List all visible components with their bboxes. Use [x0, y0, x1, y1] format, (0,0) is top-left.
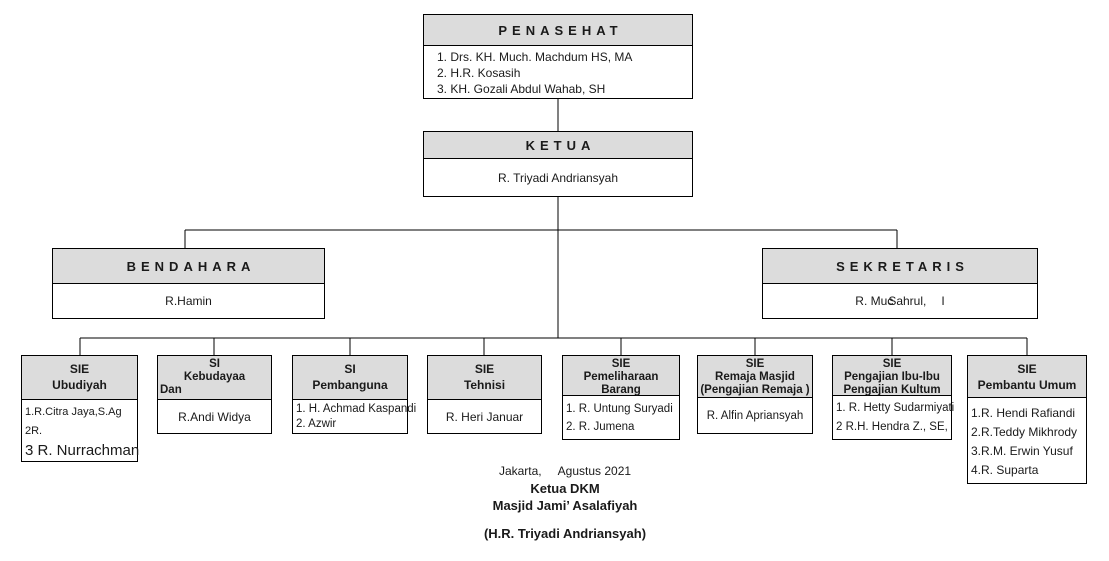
si-kebudayaan-name: R.Andi Widya [178, 409, 251, 424]
si-pembangunan-box [292, 355, 417, 434]
sie-pembantu-umum-box [967, 355, 1087, 484]
sekretaris-title: SEKRETARIS [763, 249, 1037, 284]
sie-ubudiyah-title-line1: SIE [69, 362, 90, 376]
sie-pengajian-title-line2: Pengajian Ibu-Ibu [844, 371, 940, 383]
sie-tehnisi-title-line1: SIE [474, 362, 495, 376]
sie-pengajian-title [833, 356, 951, 396]
sie-pemeliharaan-members [563, 396, 679, 439]
si-pembangunan-title [293, 356, 407, 400]
sie-remaja-title-line2: Remaja Masjid [715, 371, 795, 383]
si-kebudayaan-title-line1: SI [209, 358, 220, 370]
penasehat-title: PENASEHAT [424, 15, 692, 46]
bendahara-name: R.Hamin [165, 294, 212, 308]
sie-pembantu-member-1: 1.R. Hendi Rafiandi [971, 406, 1076, 420]
sie-pengajian-title-line1: SIE [882, 358, 902, 370]
sie-pembantu-member-4: 4.R. Suparta [971, 463, 1039, 477]
sie-pemeliharaan-title-line1: SIE [611, 358, 631, 370]
sie-remaja-masjid-title [698, 356, 812, 398]
sie-pemeliharaan-member-1: 1. R. Untung Suryadi [566, 403, 673, 415]
si-pembangunan-member-1: 1. H. Achmad Kaspandi [296, 403, 417, 415]
si-pembangunan-title-line2: Pembanguna [312, 378, 388, 392]
si-pembangunan-members [293, 400, 417, 433]
sie-pemeliharaan-barang-box [562, 355, 680, 440]
signature-title-line1: Ketua DKM [530, 481, 600, 496]
sie-pengajian-title-line3: Pengajian Kultum [843, 384, 941, 396]
signature-title-line2: Masjid Jami’ Asalafiyah [492, 498, 638, 513]
sie-ubudiyah-members [22, 400, 140, 461]
sie-pembantu-umum-title [968, 356, 1086, 398]
place-date: Jakarta, Agustus 2021 [498, 464, 632, 478]
sie-pembantu-title-line1: SIE [1017, 362, 1037, 376]
sie-ubudiyah-title [22, 356, 137, 400]
si-kebudayaan-title-line3: Dan [160, 384, 182, 396]
sie-tehnisi-title-line2: Tehnisi [463, 378, 506, 392]
sie-remaja-masjid-box [697, 355, 813, 434]
penasehat-member-3: 3. KH. Gozali Abdul Wahab, SH [437, 82, 606, 96]
sie-tehnisi-name: R. Heri Januar [445, 409, 524, 424]
si-kebudayaan-title [158, 356, 271, 400]
si-pembangunan-member-2: 2. Azwir [296, 418, 337, 430]
sie-pengajian-member-1: 1. R. Hetty Sudarmiyati [836, 402, 955, 414]
sie-pengajian-ibu-ibu-box [832, 355, 955, 440]
sie-ubudiyah-member-1: 1.R.Citra Jaya,S.Ag [25, 406, 122, 418]
sekretaris-name-part3: I [941, 294, 945, 308]
si-kebudayaan-box [157, 355, 272, 434]
sekretaris-name [763, 284, 1037, 318]
sie-tehnisi-box [427, 355, 542, 434]
sie-remaja-name: R. Alfin Apriansyah [706, 409, 804, 422]
signature-name: (H.R. Triyadi Andriansyah) [483, 526, 647, 541]
signature-block [340, 463, 790, 541]
sie-pemeliharaan-title-line3: Barang [601, 384, 641, 396]
penasehat-members [424, 46, 692, 98]
sie-tehnisi-title [428, 356, 541, 400]
penasehat-member-1: 1. Drs. KH. Much. Machdum HS, MA [437, 50, 633, 64]
sie-pembantu-member-2: 2.R.Teddy Mikhrody [971, 425, 1078, 439]
sie-remaja-title-line3: (Pengajian Remaja ) [700, 384, 810, 396]
sekretaris-name-part2: Sahrul, [888, 294, 927, 308]
sie-ubudiyah-member-3: 3 R. Nurrachman [25, 442, 140, 459]
ketua-name: R. Triyadi Andriansyah [497, 170, 619, 185]
penasehat-box [423, 14, 693, 99]
ketua-box [423, 131, 693, 197]
sie-pemeliharaan-title-line2: Pemeliharaan [583, 371, 659, 383]
si-pembangunan-title-line1: SI [344, 362, 356, 376]
sie-pemeliharaan-member-2: 2. R. Jumena [566, 421, 635, 433]
sie-remaja-title-line1: SIE [745, 358, 765, 370]
sie-ubudiyah-box [21, 355, 138, 462]
penasehat-member-2: 2. H.R. Kosasih [437, 66, 521, 80]
bendahara-title: BENDAHARA [53, 249, 324, 284]
sie-pengajian-member-2: 2 R.H. Hendra Z., SE, [836, 421, 948, 433]
bendahara-box [52, 248, 325, 319]
sie-pembantu-member-3: 3.R.M. Erwin Yusuf [971, 444, 1073, 458]
sekretaris-name-part1: R. Muc [855, 294, 894, 308]
sie-pembantu-title-line2: Pembantu Umum [977, 378, 1077, 392]
sie-pembantu-members [968, 398, 1086, 483]
sie-ubudiyah-title-line2: Ubudiyah [52, 378, 107, 392]
sie-ubudiyah-member-2: 2R. [25, 425, 43, 437]
sie-pengajian-members [833, 396, 955, 439]
sekretaris-box [762, 248, 1038, 319]
sie-pemeliharaan-barang-title [563, 356, 679, 396]
si-kebudayaan-title-line2: Kebudayaa [183, 371, 246, 383]
ketua-title: KETUA [424, 132, 692, 159]
